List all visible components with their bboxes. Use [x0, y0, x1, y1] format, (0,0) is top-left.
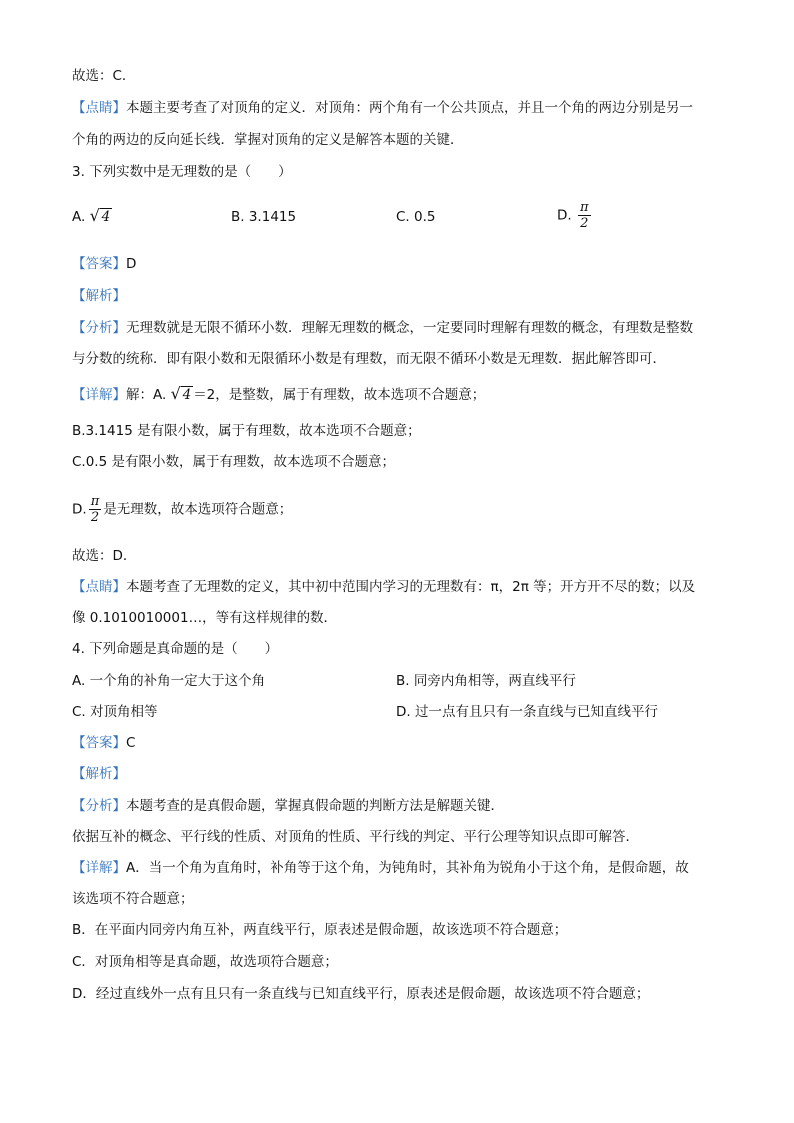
q4-option-a: A. 一个角的补角一定大于这个角	[72, 673, 266, 689]
q3-xj-d	[72, 494, 292, 525]
q3-option-a-label: A.	[72, 209, 86, 225]
q3-stem: 3. 下列实数中是无理数的是（ ）	[72, 164, 292, 180]
q4-option-c: C. 对顶角相等	[72, 704, 158, 720]
q3-choose-line: 故选：D．	[72, 548, 137, 564]
q4-xj-c: C．对顶角相等是真命题，故选项符合题意；	[72, 954, 338, 970]
q3-xj-a-radicand: 4	[182, 387, 192, 403]
frac-denominator: 2	[90, 510, 100, 525]
fx-tag: 【分析】	[72, 320, 126, 336]
q4-option-b: B. 同旁内角相等，两直线平行	[396, 673, 576, 689]
answer-tag: 【答案】	[72, 735, 126, 751]
comment-tag: 【点睛】	[72, 579, 126, 595]
q3-option-d-label: D.	[557, 207, 572, 224]
q3-option-c: C. 0.5	[396, 209, 436, 225]
q3-fx-line-1	[72, 319, 693, 337]
q4-fx-text: 本题考查的是真假命题，掌握真假命题的判断方法是解题关键．	[126, 798, 504, 814]
answer-tag: 【答案】	[72, 256, 126, 272]
q4-option-d: D. 过一点有且只有一条直线与已知直线平行	[396, 704, 658, 720]
q3-xj-d-fraction	[89, 494, 102, 525]
q3-xj-a	[72, 386, 485, 404]
q2-choose-line: 故选：C．	[72, 68, 136, 84]
q4-analysis-tag: 【解析】	[72, 766, 126, 782]
q3-xj-d-label: D.	[72, 501, 87, 518]
q3-comment-line-2: 像 0.1010010001…，等有这样规律的数．	[72, 610, 338, 626]
q3-xj-a-pre: 解：A.	[126, 387, 171, 403]
q3-option-d-fraction	[578, 200, 591, 231]
q2-comment-text: 本题主要考查了对顶角的定义．对顶角：两个角有一个公共顶点，并且一个角的两边分别是另一	[126, 100, 693, 116]
q4-xj-text: A．当一个角为直角时，补角等于这个角，为钝角时，其补角为锐角小于这个角，是假命题，故	[126, 860, 689, 876]
q4-answer-line	[72, 734, 135, 752]
q4-xj-line-1	[72, 859, 689, 877]
q3-xj-a-post: ＝2，是整数，属于有理数，故本选项不合题意；	[193, 387, 486, 403]
sqrt-symbol: √ 4	[170, 384, 192, 403]
q3-analysis-tag: 【解析】	[72, 288, 126, 304]
frac-denominator: 2	[580, 216, 589, 231]
q4-xj-line-2: 该选项不符合题意；	[72, 891, 194, 907]
q3-option-b: B. 3.1415	[231, 209, 297, 225]
xj-tag: 【详解】	[72, 860, 126, 876]
q3-option-a-radicand: 4	[101, 209, 111, 225]
q3-xj-b: B.3.1415 是有限小数，属于有理数，故本选项不合题意；	[72, 423, 421, 439]
q2-comment-line-1	[72, 99, 693, 117]
q4-fx-line-2: 依据互补的概念、平行线的性质、对顶角的性质、平行线的判定、平行公理等知识点即可解答．	[72, 829, 639, 845]
q4-xj-d: D．经过直线外一点有且只有一条直线与已知直线平行，原表述是假命题，故该选项不符合题意；	[72, 986, 650, 1002]
q3-answer-line	[72, 255, 136, 273]
frac-numerator: π	[579, 200, 589, 215]
q3-xj-d-post: 是无理数，故本选项符合题意；	[103, 501, 293, 518]
q3-comment-line-1	[72, 578, 695, 596]
sqrt-symbol: √ 4	[89, 206, 111, 225]
q4-answer: C	[126, 735, 136, 751]
q4-fx-line-1	[72, 797, 504, 815]
q4-xj-b: B．在平面内同旁内角互补，两直线平行，原表述是假命题，故该选项不符合题意；	[72, 922, 568, 938]
q3-answer: D	[126, 256, 137, 272]
q3-fx-text: 无理数就是无限不循环小数．理解无理数的概念，一定要同时理解有理数的概念，有理数是整数	[126, 320, 693, 336]
fx-tag: 【分析】	[72, 798, 126, 814]
q3-option-a	[72, 208, 112, 226]
q3-comment-text: 本题考查了无理数的定义，其中初中范围内学习的无理数有：π，2π 等；开方开不尽的数；以及	[126, 579, 696, 595]
q3-fx-line-2: 与分数的统称．即有限小数和无限循环小数是有理数，而无限不循环小数是无理数．据此解答即可．	[72, 351, 666, 367]
q4-stem: 4. 下列命题是真命题的是（ ）	[72, 641, 279, 657]
xj-tag: 【详解】	[72, 387, 126, 403]
q2-comment-line-2: 个角的两边的反向延长线．掌握对顶角的定义是解答本题的关键．	[72, 132, 464, 148]
q3-xj-c: C.0.5 是有限小数，属于有理数，故本选项不合题意；	[72, 454, 395, 470]
frac-numerator: π	[90, 494, 100, 509]
comment-tag: 【点睛】	[72, 100, 126, 116]
q3-option-d	[557, 200, 593, 231]
